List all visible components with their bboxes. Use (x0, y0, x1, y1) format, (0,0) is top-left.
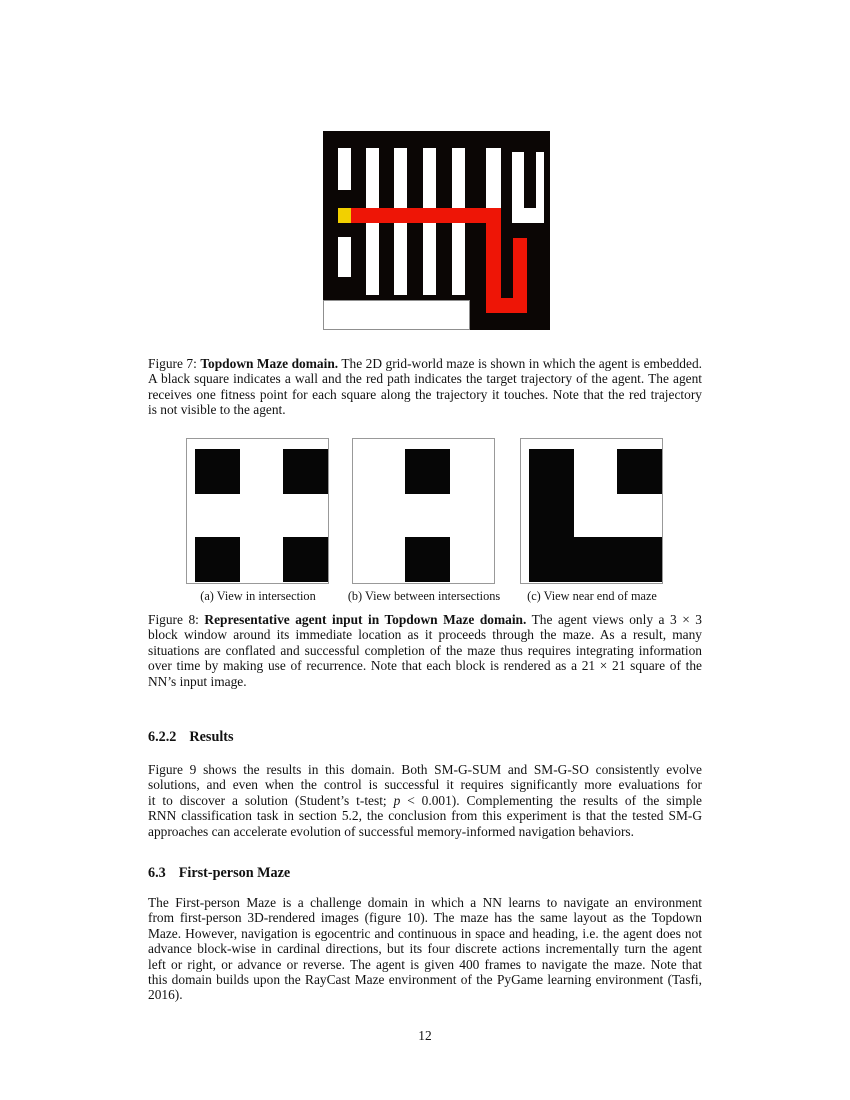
maze-target-path (513, 238, 527, 313)
section-title: First-person Maze (178, 865, 291, 881)
wall-block-cell (283, 537, 328, 582)
maze-corridor (423, 148, 436, 208)
wall-block-cell (529, 449, 574, 494)
wall-block-cell (529, 493, 574, 538)
subcaption-c: (c) View near end of maze (527, 589, 657, 603)
figure8-caption (148, 612, 702, 689)
text-line: approaches can accelerate evolution of successful memory-informed navigation behaviors. (148, 823, 634, 839)
text-line: Figure 7: Topdown Maze domain. The 2D grid-world maze is shown in which the agent is embedded. (148, 356, 702, 371)
section-heading-first-person-maze (148, 865, 290, 882)
text-line: left or right, or advance or reverse. The agent is given 400 frames to navigate the maze. Note that (148, 956, 702, 972)
maze-corridor (452, 223, 465, 295)
maze-corridor (394, 223, 407, 295)
subcaption-b: (b) View between intersections (347, 589, 501, 603)
wall-block-cell (195, 537, 240, 582)
wall-block-cell (405, 449, 450, 494)
maze-corridor (338, 237, 351, 277)
maze-corridor (366, 223, 379, 295)
wall-block-cell (617, 537, 662, 582)
agent-view-panel-a (186, 438, 329, 584)
maze-corridor (452, 148, 465, 208)
maze-corridor (423, 223, 436, 295)
wall-block-cell (283, 449, 328, 494)
text-line: Figure 9 shows the results in this domain. Both SM-G-SUM and SM-G-SO consistently evolve (148, 762, 702, 777)
text-line: RNN classification task in section 5.2, the conclusion from this experiment is that the tested SM-G (148, 808, 702, 824)
wall-block-cell (529, 537, 574, 582)
maze-corridor (366, 148, 379, 208)
text-line: situations are conflated and successful completion of the maze thus requires integrating information (148, 642, 702, 658)
wall-block-cell (617, 449, 662, 494)
subcaption-a: (a) View in intersection (200, 589, 316, 603)
text-line: A black square indicates a wall and the red path indicates the target trajectory of the agent. The agent (148, 371, 702, 387)
agent-view-panel-c (520, 438, 663, 584)
section-number: 6.3 (148, 865, 166, 881)
wall-block-cell (195, 449, 240, 494)
text-line: Maze. However, navigation is egocentric and continuous in space and heading, i.e. the agent does not (148, 925, 702, 941)
wall-block-cell (405, 537, 450, 582)
maze-corridor (394, 148, 407, 208)
wall-block-cell (573, 537, 618, 582)
text-line: NN’s input image. (148, 673, 247, 689)
maze-corridor (338, 148, 351, 190)
text-line: over time by making use of recurrence. Note that each block is rendered as a 21 × 21 square of the (148, 658, 702, 674)
topdown-maze-figure (323, 131, 550, 330)
text-line: is not visible to the agent. (148, 402, 286, 418)
section-title: Results (189, 729, 234, 745)
text-line: from first-person 3D-rendered images (figure 10). The maze has the same layout as the Topdown (148, 910, 702, 926)
agent-view-panel-b (352, 438, 495, 584)
text-line: The First-person Maze is a challenge domain in which a NN learns to navigate an environment (148, 895, 702, 910)
text-line: block window around its immediate location as it proceeds through the maze. As a result, many (148, 627, 702, 643)
first-person-maze-paragraph (148, 895, 702, 1003)
maze-corridor (512, 208, 544, 223)
maze-target-path (351, 208, 501, 223)
text-line: receives one fitness point for each square along the trajectory it touches. Note that the red trajectory (148, 386, 702, 402)
maze-corridor (486, 148, 501, 208)
maze-agent-start (338, 208, 351, 223)
text-line: solutions, and even when the control is successful it requires significantly more evaluations for (148, 777, 702, 793)
text-line: Figure 8: Representative agent input in Topdown Maze domain. The agent views only a 3 × 3 (148, 612, 702, 627)
results-paragraph (148, 762, 702, 839)
maze-open-area (323, 300, 470, 330)
figure7-caption (148, 356, 702, 418)
text-line: advance block-wise in cardinal directions, but its four discrete actions incrementally turn the agent (148, 941, 702, 957)
section-number: 6.2.2 (148, 729, 177, 745)
text-line: it to discover a solution (Student’s t-test; p < 0.001). Complementing the results of the simple (148, 792, 702, 808)
page-number: 12 (418, 1028, 432, 1043)
section-heading-results (148, 729, 234, 746)
text-line: 2016). (148, 987, 183, 1003)
text-line: this domain builds upon the RayCast Maze environment of the PyGame learning environment (Tasfi, (148, 972, 702, 988)
